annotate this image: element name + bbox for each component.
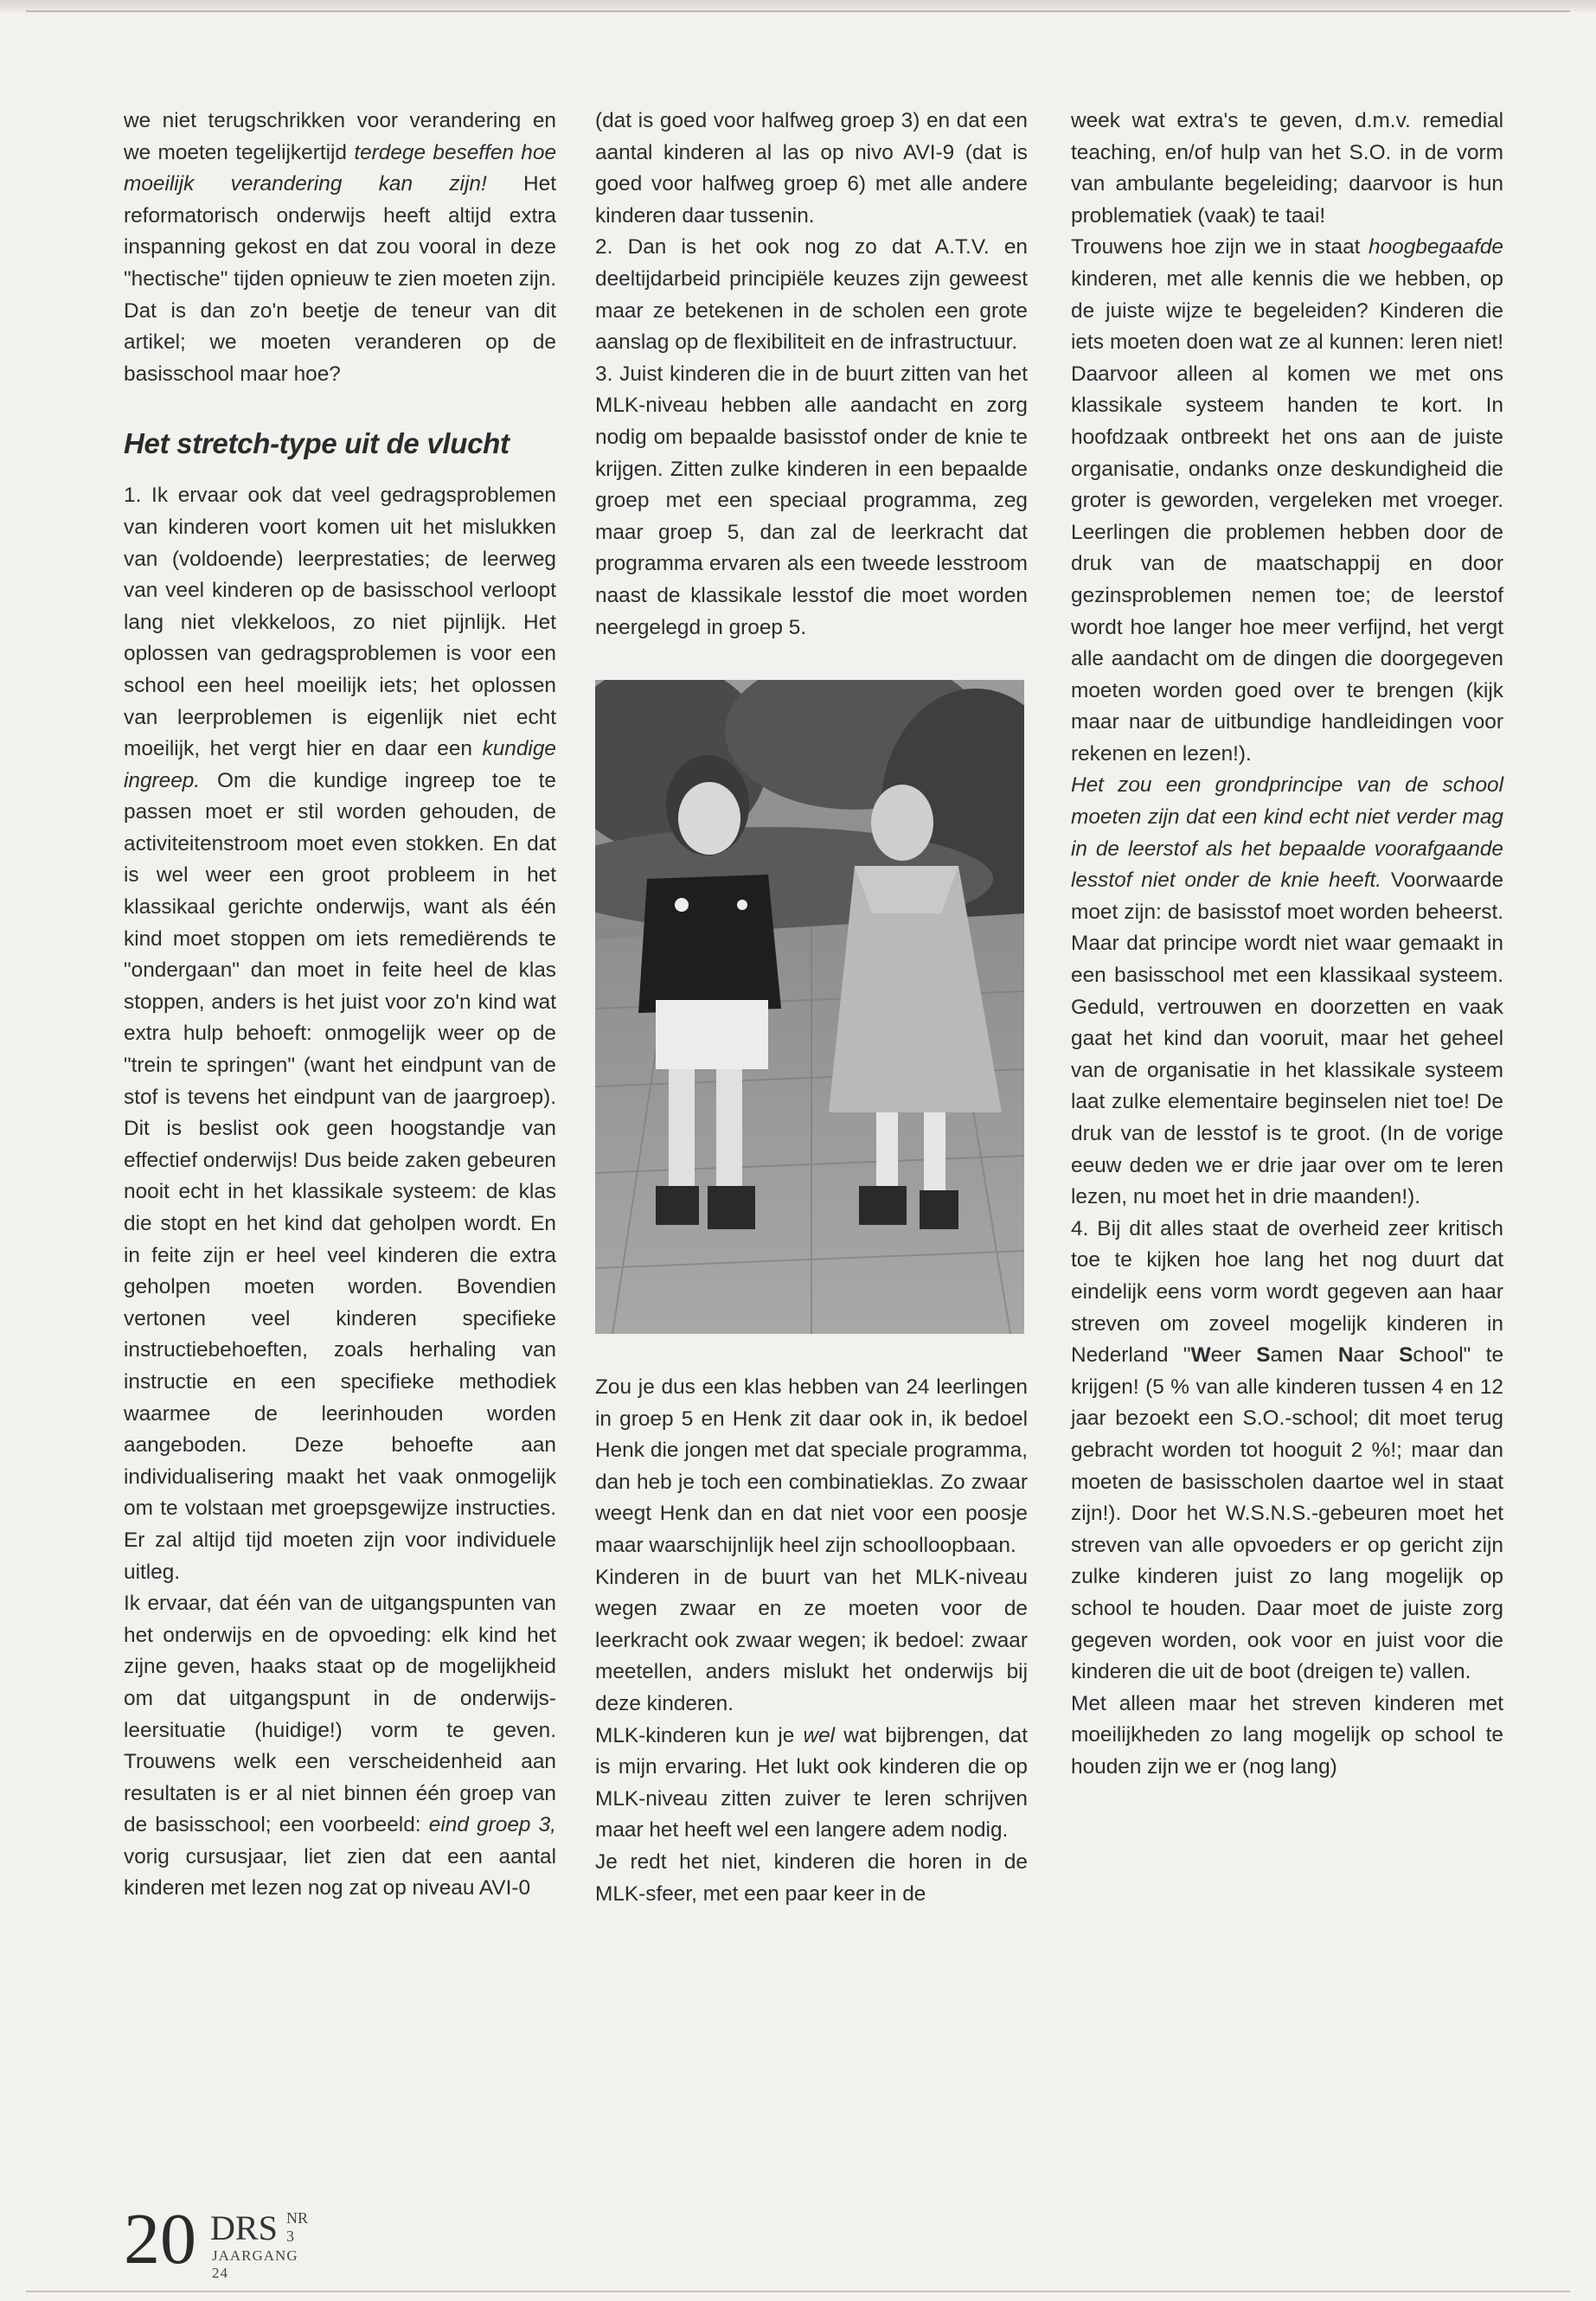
text-run: aar xyxy=(1353,1343,1400,1368)
bold-text: N xyxy=(1337,1343,1354,1368)
paragraph: Kinderen in de buurt van het MLK-niveau wegen zwaar en ze moeten voor de leerkracht ook zwaar wegen; ik bedoel: zwaar meetellen, anders mislukt het onderwijs bij deze kinderen. xyxy=(595,1565,1028,1716)
emphasis-text: terdege beseffen hoe moeilijk verandering kan zijn! xyxy=(124,140,557,196)
text-run: MLK-kinderen kun je xyxy=(595,1723,804,1747)
paragraph xyxy=(1071,232,1503,770)
text-run: 4. Bij dit alles staat de overheid zeer kritisch toe te kijken hoe lang het nog duurt dat eindelijk eens vorm wordt gegeven aan haar streven om zoveel mogelijk kinderen in Nederland " xyxy=(1071,1216,1503,1368)
photo-two-girls-on-roller-skates xyxy=(595,680,1024,1334)
emphasis-text: kundige ingreep. xyxy=(124,737,556,792)
text-run: kinderen, met alle kennis die we hebben, op de juiste wijze te begeleiden? Kinderen die iets moeten doen wat ze al kunnen: leren niet! Daarvoor alleen al komen we met ons klassikale systeem handen te kort. In hoofdzaak ontbreekt het ons aan de juiste organisatie, ondanks onze deskundigheid die groter is geworden, vergeleken met vroeger. Leerlingen die problemen hebben door de druk van de maatschappij en door gezinsproblemen nemen toe; de leerstof wordt hoe langer hoe meer verfijnd, het vergt alle aandacht om de dingen die doorgegeven moeten worden goed over te brengen (kijk maar naar de uitbundige handleidingen voor rekenen en lezen!). xyxy=(1071,266,1503,766)
paragraph: 3. Juist kinderen die in de buurt zitten van het MLK-niveau hebben alle aandacht en zorg nodig om bepaalde basisstof onder de knie te krijgen. Zitten zulke kinderen in een bepaalde groep met een speciaal programma, zeg maar groep 5, dan zal de leerkracht dat programma ervaren als een tweede lesstroom naast de klassikale lesstof die moet worden neergelegd in groep 5. xyxy=(595,362,1028,639)
emphasis-text: eind groep 3, xyxy=(428,1813,557,1837)
text-run: vorig cursusjaar, liet zien dat een aantal kinderen met lezen nog zat op niveau AVI-0 xyxy=(124,1844,556,1900)
emphasis-text: hoogbegaafde xyxy=(1368,235,1503,260)
text-run: Trouwens hoe zijn we in staat xyxy=(1071,235,1368,260)
text-run: Om die kundige ingreep toe te passen moet er stil worden gehouden, de activiteitenstroom moet even stokken. En dat is wel weer een groot probleem in het klassikaal gerichte onderwijs, want als één kind moet stoppen om iets remediërends te "ondergaan" dan moet in feite heel de klas stoppen, anders is het juist voor zo'n kind wat extra hulp behoeft: onmogelijk weer op de "trein te springen" (want het eindpunt van de stof is tevens het eindpunt van de jaargroep). Dit is beslist ook geen hoogstandje van effectief onderwijs! Dus beide zaken gebeuren nooit echt in het klassikale systeem: de klas die stopt en het kind dat geholpen wordt. En in feite zijn er heel veel kinderen die extra geholpen moeten worden. Bovendien vertonen veel kinderen specifieke instructiebehoeften, zoals herhaling van instructie en een specifieke methodiek waarmee de leerinhouden worden aangeboden. Deze behoefte aan individualisering maakt het vaak onmogelijk om te volstaan met groepsgewijze instructies. Er zal altijd tijd moeten zijn voor individuele uitleg. xyxy=(124,768,556,1584)
text-run: we niet terugschrikken voor verandering en we moeten tegelijkertijd xyxy=(124,109,556,164)
text-run: 1. Ik ervaar ook dat veel gedragsproblemen van kinderen voort komen uit het mislukken van (voldoende) leerprestaties; de leerweg van veel kinderen op de basisschool verloopt lang niet vlekkeloos, zo niet pijnlijk. Het oplossen van gedragsproblemen is voor een school een heel moeilijk iets; het oplossen van leerproblemen is eigenlijk niet echt moeilijk, het vergt hier en daar een xyxy=(124,484,556,761)
text-run: Het reformatorisch onderwijs heeft altijd extra inspanning gekost en dat zou vooral in deze "hectische" tijden opnieuw te zien moeten zijn. xyxy=(124,172,556,291)
paragraph xyxy=(1071,1214,1503,1689)
paragraph: Dat is dan zo'n beetje de teneur van dit artikel; we moeten veranderen op de basisschool maar hoe? xyxy=(124,298,556,386)
bottom-rule xyxy=(26,2291,1570,2292)
paragraph: Zou je dus een klas hebben van 24 leerlingen in groep 5 en Henk zit daar ook in, ik bedoel Henk die jongen met dat speciale programma, dan heb je toch een combinatieklas. Zo zwaar weegt Henk dan en dat niet voor een poosje maar waarschijnlijk heel zijn schoolloopbaan. xyxy=(595,1375,1028,1558)
issue-number: NR 3 xyxy=(286,2209,309,2245)
column-3 xyxy=(1071,106,1503,1783)
emphasis-text: Het zou een grondprincipe van de school moeten zijn dat een kind echt niet verder mag in de leerstof als het bepaalde voorafgaande lesstof niet onder de knie heeft. xyxy=(1071,773,1503,893)
magazine-name: DRS xyxy=(210,2208,278,2247)
paragraph xyxy=(124,1588,556,1905)
paragraph: 2. Dan is het ook nog zo dat A.T.V. en deeltijdarbeid principiële keuzes zijn geweest maar ze betekenen in de scholen een grote aanslag op de flexibiliteit en de infrastructuur. xyxy=(595,235,1028,355)
section-heading: Het stretch-type uit de vlucht xyxy=(124,427,510,460)
paragraph xyxy=(124,106,556,296)
paragraph xyxy=(124,480,556,1588)
paragraph xyxy=(1071,770,1503,1213)
bold-text: S xyxy=(1256,1343,1271,1368)
text-run: chool" te krijgen! (5 % van alle kinderen tussen 4 en 12 jaar bezoekt een S.O.-school; dit moet terug gebracht worden tot hooguit 2 %!; maar dan moeten de basisscholen daartoe wel in staat zijn!). Door het W.S.N.S.-gebeuren moet het streven van alle opvoeders er op gericht zijn zulke kinderen juist zo lang mogelijk op school te houden. Daar moet de juiste zorg gegeven worden, ook voor en juist voor die kinderen die uit de boot (dreigen te) vallen. xyxy=(1071,1343,1504,1684)
top-rule xyxy=(26,10,1570,12)
text-run: Voorwaarde moet zijn: de basisstof moet worden beheerst. Maar dat principe wordt niet waar gemaakt in een basisschool met een klassikaal systeem. Geduld, vertrouwen en doorzetten en vaak gaat het kind dan vooruit, maar het geheel van de organisatie in het klassikale systeem laat zulke elementaire beginselen niet toe! De druk van de lesstof is te groot. (In de vorige eeuw deden we er drie jaar over om te leren lezen, nu moet het in drie maanden!). xyxy=(1071,868,1504,1209)
volume-label: JAARGANG 24 xyxy=(212,2247,298,2281)
paragraph xyxy=(595,1721,1028,1847)
bold-text: S xyxy=(1399,1343,1413,1368)
text-run: eer xyxy=(1210,1343,1257,1368)
paragraph: (dat is goed voor halfweg groep 3) en dat een aantal kinderen al las op nivo AVI-9 (dat is goed voor halfweg groep 6) met alle andere kinderen daar tussenin. xyxy=(595,109,1028,228)
paragraph: Je redt het niet, kinderen die horen in de MLK-sfeer, met een paar keer in de xyxy=(595,1850,1028,1906)
page-number: 20 xyxy=(124,2199,196,2279)
column-1 xyxy=(124,106,556,1905)
bold-text: W xyxy=(1190,1343,1211,1368)
paragraph: week wat extra's te geven, d.m.v. remedial teaching, en/of hulp van het S.O. in de vorm van ambulante begeleiding; daarvoor is hun problematiek (vaak) te taai! xyxy=(1071,109,1503,228)
column-2 xyxy=(595,106,1028,1910)
text-run: Ik ervaar, dat één van de uitgangspunten van het onderwijs en de opvoeding: elk kind het zijne geven, haaks staat op de mogelijkheid om dat uitgangspunt in de onderwijs-leersituatie (huidige!) vorm te geven. Trouwens welk een verscheidenheid aan resultaten is er al niet binnen één groep van de basisschool; een voorbeeld: xyxy=(124,1592,556,1837)
paragraph: Met alleen maar het streven kinderen met moeilijkheden zo lang mogelijk op school te houden zijn we er (nog lang) xyxy=(1071,1691,1503,1779)
text-run: wat bijbrengen, dat is mijn ervaring. Het lukt ook kinderen die op MLK-niveau zitten zuiver te leren schrijven maar het heeft wel een langere adem nodig. xyxy=(595,1723,1028,1843)
emphasis-text: wel xyxy=(803,1723,836,1747)
text-run: amen xyxy=(1270,1343,1338,1368)
